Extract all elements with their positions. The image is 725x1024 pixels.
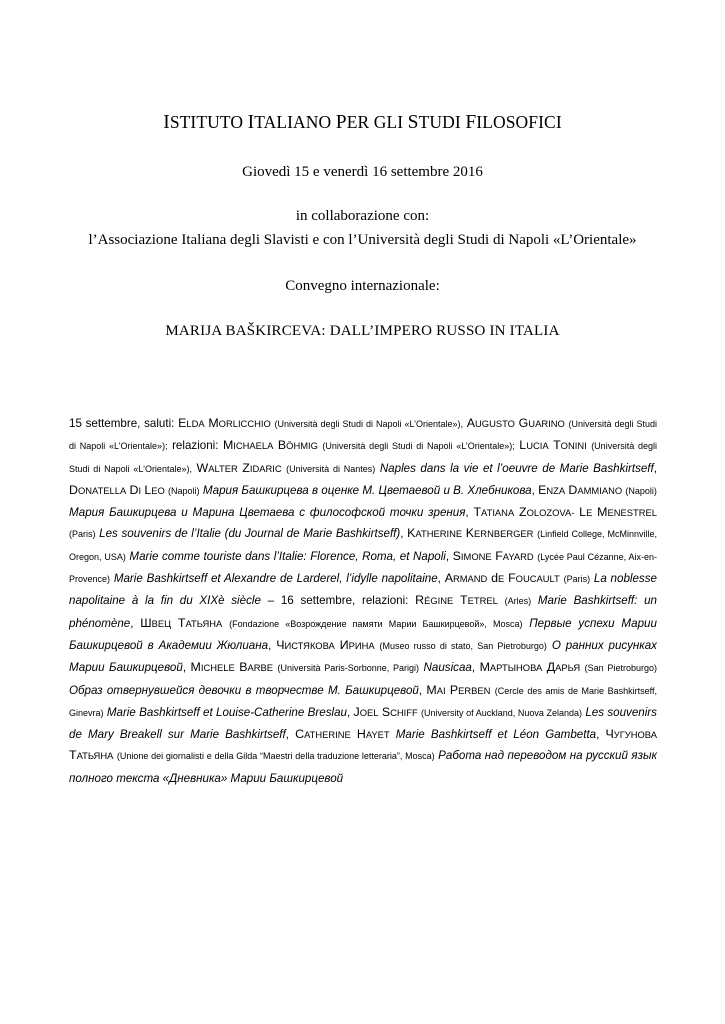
convegno-label: Convegno internazionale:	[285, 278, 440, 294]
speaker-affiliation: (Paris)	[563, 574, 591, 585]
speaker-name: MICHELE BARBE	[190, 660, 273, 675]
talk-title: О ранних рисунках Марии Башкирцевой	[69, 638, 657, 675]
event-dates: Giovedì 15 e venerdì 16 settembre 2016	[242, 164, 483, 180]
speaker-name: DONATELLA DI LEO	[69, 482, 165, 497]
talk-title: Первые успехи Марии Башкирцевой в Академии Жюлиана	[69, 616, 657, 652]
speaker-name: TATIANA ZOLOZOVA- LE MENESTREL	[473, 505, 657, 520]
talk-title: Les souvenirs de Mary Breakell sur Marie Bashkirtseff	[69, 705, 657, 742]
convegno-title: MARIJA BAŠKIRCEVA: DALL’IMPERO RUSSO IN ITALIA	[165, 323, 560, 339]
speaker-name: WALTER ZIDARIC	[196, 460, 282, 475]
speaker-name: ШВЕЦ ТАТЬЯНА	[140, 615, 223, 630]
speaker-affiliation: (Paris)	[69, 529, 96, 540]
speaker-name: AUGUSTO GUARINO	[466, 416, 565, 430]
talk-title: Marie Bashkirtseff et Léon Gambetta	[395, 728, 597, 742]
speaker-name: ELDA MORLICCHIO	[178, 416, 271, 430]
speaker-affiliation: (Napoli)	[625, 485, 657, 496]
session-label: saluti:	[144, 417, 175, 430]
speaker-name: MAI PERBEN	[426, 682, 491, 697]
speaker-name: ENZA DAMMIANO	[538, 482, 623, 497]
collaborating-associations: l’Associazione Italiana degli Slavisti e con l’Università degli Studi di Napoli «L’Orientale»	[88, 232, 637, 248]
speaker-name: ЧИСТЯКОВА ИРИНА	[276, 637, 375, 652]
program-paragraph: 15 settembre, saluti: ELDA MORLICCHIO (Università degli Studi di Napoli «L’Orientale»), AUGUSTO GUARINO (Università degli Studi di Napoli «L’Orientale»); relazioni: MICHAELA BÖHMIG (Università degli Studi di Napoli «L’Orientale»); LUCIA TONINI (Università degli Studi di Napoli «L’Orientale»), WALTER ZIDARIC (Università di Nantes) Naples dans la vie et l’oeuvre de Marie Bashkirtseff, DONATELLA DI LEO (Napoli) Мария Башкирцева в оценке М. Цветаевой и В. Хлебникова, ENZA DAMMIANO (Napoli) Мария Башкирцева и Марина Цветаева с философской точки зрения, TATIANA ZOLOZOVA- LE MENESTREL (Paris) Les souvenirs de l’Italie (du Journal de Marie Bashkirtseff), KATHERINE KERNBERGER (Linfield College, McMinnville, Oregon, USA) Marie comme touriste dans l’Italie: Florence, Roma, et Napoli, SIMONE FAYARD (Lycée Paul Cézanne, Aix-en-Provence) Marie Bashkirtseff et Alexandre de Larderel, l’idylle napolitaine, ARMAND dE FOUCAULT (Paris) La noblesse napolitaine à la fin du XIXè siècle – 16 settembre, relazioni: RÉGINE TETREL (Arles) Marie Bashkirtseff: un phénomène, ШВЕЦ ТАТЬЯНА (Fondazione «Возрождение памяти Марии Башкирцевой», Mosca) Первые успехи Марии Башкирцевой в Академии Жюлиана, ЧИСТЯКОВА ИРИНА (Museo russo di stato, San Pietroburgo) О ранних рисунках Марии Башкирцевой, MICHELE BARBE (Università Paris-Sorbonne, Parigi) Nausicaa, МАРТЫНОВА ДАРЬЯ (San Pietroburgo) Образ отвернувшейся девочки в творчестве М. Башкирцевой, MAI PERBEN (Cercle des amis de Marie Bashkirtseff, Ginevra) Marie Bashkirtseff et Louise-Catherine Breslau, JOEL SCHIFF (University of Auckland, Nuova Zelanda) Les souvenirs de Mary Breakell sur Marie Bashkirtseff, CATHERINE HAYET Marie Bashkirtseff et Léon Gambetta, ЧУГУНОВА ТАТЬЯНА (Unione dei giornalisti e della Gilda “Maestri della traduzione letteraria”, Mosca) Работа над переводом на русский язык полного текста «Дневника» Марии Башкирцевой	[69, 416, 657, 785]
speaker-affiliation: (Arles)	[504, 596, 532, 607]
speaker-affiliation: (Università degli Studi di Napoli «L’Orientale»);	[322, 441, 515, 452]
institute-title-word: PER GLI	[335, 112, 404, 133]
speaker-affiliation: (Università degli Studi di Napoli «L’Orientale»);	[69, 419, 657, 452]
speaker-name: SIMONE FAYARD	[452, 548, 534, 563]
talk-title: Мария Башкирцева и Марина Цветаева с философской точки зрения	[69, 506, 466, 520]
talk-title: Работа над переводом на русский язык полного текста «Дневника» Марии Башкирцевой	[69, 749, 657, 785]
talk-title: Образ отвернувшейся девочки в творчестве М. Башкирцевой	[69, 683, 419, 697]
speaker-affiliation: (Fondazione «Возрождение памяти Марии Башкирцевой», Mosca)	[229, 618, 523, 629]
talk-title: Marie Bashkirtseff et Louise-Catherine Breslau	[106, 705, 347, 719]
talk-title: Marie Bashkirtseff et Alexandre de Larderel, l’idylle napolitaine	[113, 572, 438, 586]
collaboration-label: in collaborazione con:	[295, 208, 430, 224]
talk-title: Marie Bashkirtseff: un phénomène	[69, 594, 657, 630]
speaker-name: МАРТЫНОВА ДАРЬЯ	[479, 660, 581, 675]
institute-title-word: STUDI	[407, 112, 461, 133]
speaker-name: KATHERINE KERNBERGER	[407, 526, 534, 541]
day-label: 16 settembre,	[280, 594, 356, 608]
speaker-affiliation: (Museo russo di stato, San Pietroburgo)	[379, 640, 547, 651]
talk-title: Naples dans la vie et l’oeuvre de Marie Bashkirtseff	[379, 461, 654, 475]
speaker-affiliation: (Unione dei giornalisti e della Gilda “Maestri della traduzione letteraria”, Mosca)	[116, 751, 435, 762]
speaker-affiliation: (Università di Nantes)	[286, 463, 376, 474]
day-label: 15 settembre,	[69, 417, 141, 430]
speaker-affiliation: (Lycée Paul Cézanne, Aix-en-Provence)	[69, 551, 657, 585]
speaker-affiliation: (Università degli Studi di Napoli «L’Orientale»),	[69, 441, 657, 474]
institute-title	[0, 112, 725, 134]
speaker-name: CATHERINE HAYET	[295, 727, 390, 742]
speaker-name: LUCIA TONINI	[519, 438, 587, 453]
speaker-affiliation: (Cercle des amis de Marie Bashkirtseff, Ginevra)	[69, 685, 657, 718]
talk-title: Nausicaa	[423, 661, 472, 675]
speaker-name: ЧУГУНОВА ТАТЬЯНА	[69, 727, 657, 763]
speaker-affiliation: (Università Paris-Sorbonne, Parigi)	[277, 663, 420, 674]
speaker-affiliation: (Napoli)	[168, 485, 200, 496]
speaker-affiliation: (Università degli Studi di Napoli «L’Orientale»),	[274, 419, 464, 429]
speaker-name: MICHAELA BÖHMIG	[222, 438, 318, 453]
talk-title: Les souvenirs de l’Italie (du Journal de Marie Bashkirtseff)	[99, 527, 401, 541]
speaker-name: RÉGINE TETREL	[415, 593, 498, 608]
speaker-affiliation: (University of Auckland, Nuova Zelanda)	[421, 707, 582, 718]
speaker-name: JOEL SCHIFF	[353, 704, 418, 719]
session-label: relazioni:	[172, 439, 219, 453]
talk-title: Мария Башкирцева в оценке М. Цветаевой и В. Хлебникова	[202, 483, 532, 497]
institute-title-word: ISTITUTO	[163, 112, 244, 133]
talk-title: Marie comme touriste dans l’Italie: Florence, Roma, et Napoli	[129, 549, 446, 563]
institute-title-word: FILOSOFICI	[465, 112, 562, 133]
speaker-affiliation: (Linfield College, McMinnville, Oregon, USA)	[69, 529, 657, 562]
talk-title: La noblesse napolitaine à la fin du XIXè siècle	[69, 572, 657, 608]
session-label: relazioni:	[362, 594, 409, 608]
institute-title-word: ITALIANO	[247, 112, 332, 133]
speaker-name: ARMAND dE FOUCAULT	[444, 571, 560, 586]
speaker-affiliation: (San Pietroburgo)	[584, 663, 657, 674]
